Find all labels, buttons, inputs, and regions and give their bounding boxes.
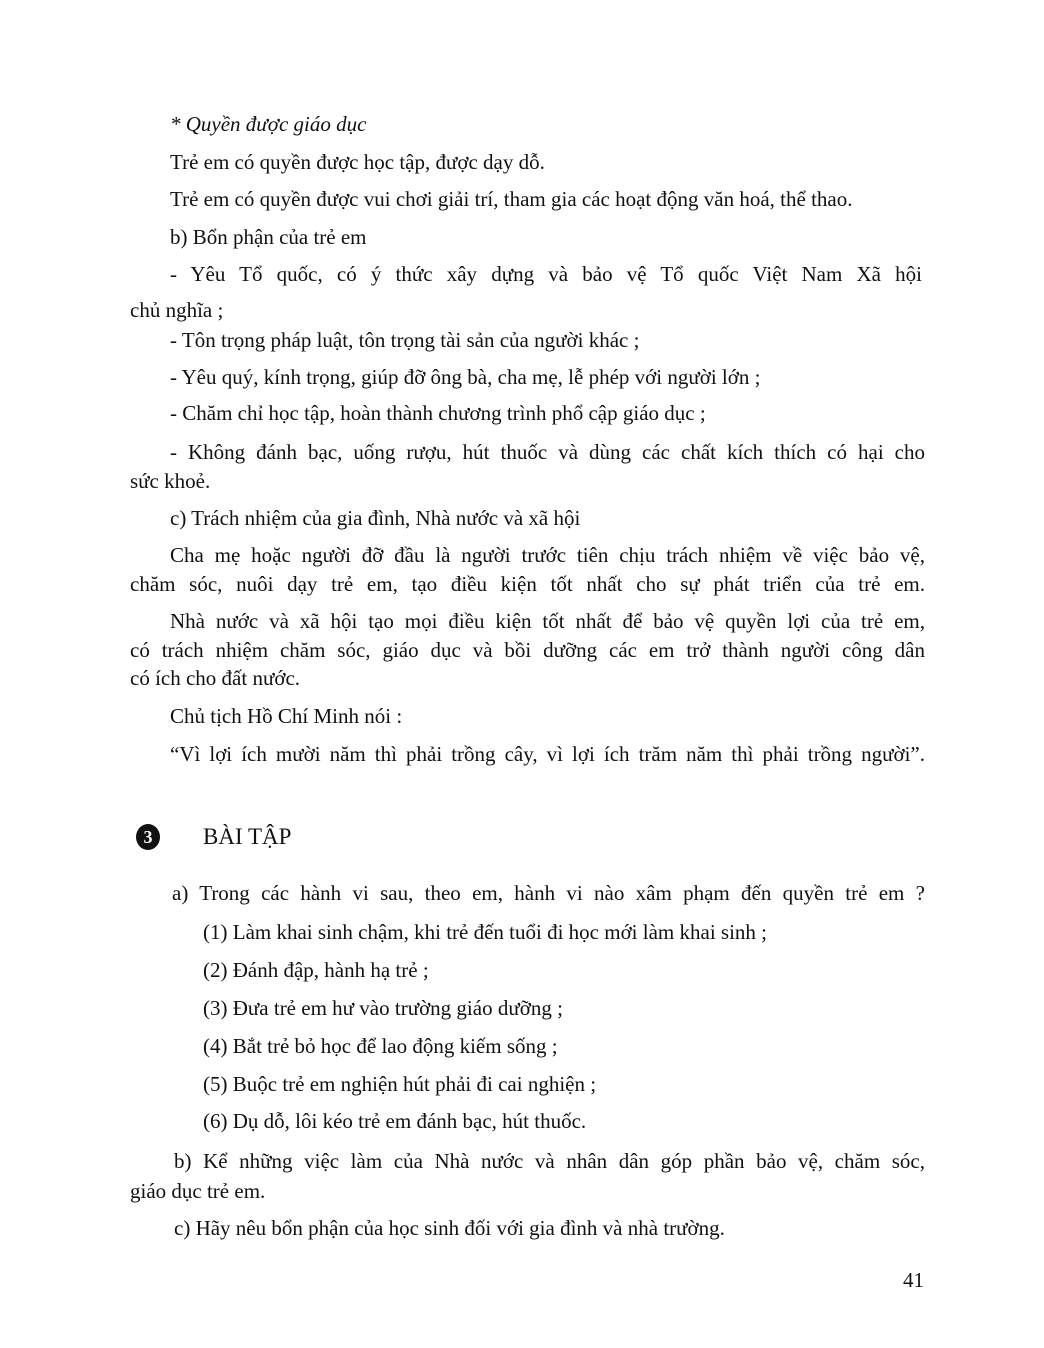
exercise-option: (6) Dụ dỗ, lôi kéo trẻ em đánh bạc, hút thuốc. bbox=[203, 1109, 587, 1133]
exercise-question-b-cont: giáo dục trẻ em. bbox=[130, 1179, 266, 1203]
paragraph-line: Trẻ em có quyền được học tập, được dạy dỗ. bbox=[170, 150, 545, 174]
duty-item: - Yêu Tổ quốc, có ý thức xây dựng và bảo vệ Tổ quốc Việt Nam Xã hội bbox=[170, 262, 922, 286]
paragraph-line: Nhà nước và xã hội tạo mọi điều kiện tốt nhất để bảo vệ quyền lợi của trẻ em, bbox=[170, 609, 925, 633]
exercise-option: (3) Đưa trẻ em hư vào trường giáo dưỡng ; bbox=[203, 996, 563, 1020]
paragraph-line: có trách nhiệm chăm sóc, giáo dục và bồi dưỡng các em trở thành người công dân bbox=[130, 638, 925, 662]
exercises-heading: BÀI TẬP bbox=[203, 824, 292, 849]
section-title-right-to-education: * Quyền được giáo dục bbox=[170, 112, 367, 136]
paragraph-line: Trẻ em có quyền được vui chơi giải trí, tham gia các hoạt động văn hoá, thể thao. bbox=[170, 187, 853, 211]
section-title-responsibility: c) Trách nhiệm của gia đình, Nhà nước và xã hội bbox=[170, 506, 581, 530]
exercise-question-c: c) Hãy nêu bổn phận của học sinh đối với gia đình và nhà trường. bbox=[174, 1216, 725, 1240]
duty-item: - Chăm chỉ học tập, hoàn thành chương trình phổ cập giáo dục ; bbox=[170, 401, 706, 425]
section-number-badge: 3 bbox=[136, 824, 160, 850]
exercise-question-a: a) Trong các hành vi sau, theo em, hành vi nào xâm phạm đến quyền trẻ em ? bbox=[172, 881, 925, 905]
duty-item: - Yêu quý, kính trọng, giúp đỡ ông bà, cha mẹ, lễ phép với người lớn ; bbox=[170, 365, 761, 389]
duty-item: - Không đánh bạc, uống rượu, hút thuốc và dùng các chất kích thích có hại cho bbox=[170, 440, 925, 464]
duty-item-cont: chủ nghĩa ; bbox=[130, 298, 224, 322]
duty-item-cont: sức khoẻ. bbox=[130, 469, 211, 493]
exercise-question-b: b) Kể những việc làm của Nhà nước và nhân dân góp phần bảo vệ, chăm sóc, bbox=[174, 1149, 925, 1173]
page-number: 41 bbox=[903, 1268, 924, 1292]
paragraph-line: Cha mẹ hoặc người đỡ đầu là người trước tiên chịu trách nhiệm về việc bảo vệ, bbox=[170, 543, 925, 567]
quote: “Vì lợi ích mười năm thì phải trồng cây, vì lợi ích trăm năm thì phải trồng người”. bbox=[170, 742, 925, 766]
paragraph-line: có ích cho đất nước. bbox=[130, 666, 301, 690]
exercise-option: (1) Làm khai sinh chậm, khi trẻ đến tuổi đi học mới làm khai sinh ; bbox=[203, 920, 767, 944]
paragraph-line: chăm sóc, nuôi dạy trẻ em, tạo điều kiện tốt nhất cho sự phát triển của trẻ em. bbox=[130, 572, 925, 596]
exercise-option: (5) Buộc trẻ em nghiện hút phải đi cai nghiện ; bbox=[203, 1072, 597, 1096]
exercise-option: (2) Đánh đập, hành hạ trẻ ; bbox=[203, 958, 429, 982]
duty-item: - Tôn trọng pháp luật, tôn trọng tài sản của người khác ; bbox=[170, 328, 640, 352]
exercise-option: (4) Bắt trẻ bỏ học để lao động kiếm sống ; bbox=[203, 1034, 558, 1058]
section-title-duties: b) Bổn phận của trẻ em bbox=[170, 225, 367, 249]
quote-intro: Chủ tịch Hồ Chí Minh nói : bbox=[170, 704, 403, 728]
